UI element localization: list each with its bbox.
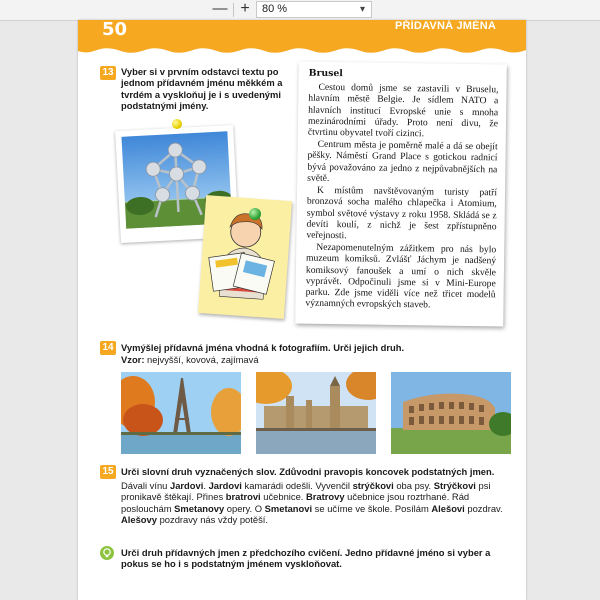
body-text: psi pronikavě štěkají. Přines [121,480,491,503]
boy-reading-illustration [198,195,292,319]
body-text: učebnice. [260,491,306,503]
zoom-select[interactable] [256,1,372,18]
zoom-out-button[interactable]: — [212,0,228,17]
lightbulb-icon [100,546,114,560]
highlighted-word: bratrovi [225,491,261,503]
sample-value: nejvyšší, kovová, zajímavá [147,354,259,365]
body-text: pozdrav. [464,502,503,514]
highlighted-word: Alešovy [121,514,157,526]
colosseum-photo [391,372,511,454]
colosseum-illustration [391,372,511,454]
card-paragraph: K místům navštěvovaným turisty patří bronzová socha malého chlapečka i Atomium, symbol světové výstavy z roku 1958. Skládá se z devíti koulí, z nichž je šest zpřístupněno veřejnosti. [306,184,498,242]
body-text: učebnice jsou roztrhané. Rád poslouchám [121,491,470,514]
body-text: pozdravy nás vždy potěší. [156,514,268,526]
card-title: Brusel [308,67,343,80]
body-text: oba psy. [393,480,434,491]
brussels-text-card [295,62,507,327]
header-band [78,20,526,46]
hint-text: Urči druh přídavných jmen z předchozího cvičení. Jedno přídavné jméno si vyber a pokus se ho i s podstatným jménem vyskloňovat. [121,547,491,570]
task-number-14: 14 [100,341,116,355]
task-15-body [121,480,513,526]
highlighted-word: Strýčkovi [433,480,476,491]
highlighted-word: Smetanovy [174,502,225,514]
task-15-instruction: Urči slovní druh vyznačených slov. Zdůvodni pravopis koncovek podstatných jmen. [121,466,495,477]
task-13-instruction: Vyber si v prvním odstavci textu po jednom přídavném jménu měkkém a tvrdém a vyskloňuj je i s uvedenými podstatnými jmény. [121,66,283,112]
viewer-toolbar [0,0,600,21]
task-14-instruction: Vymýšlej přídavná jména vhodná k fotografiím. Urči jejich druh. [121,342,405,353]
card-paragraph: Centrum města je poměrně malé a dá se obejít pěšky. Náměstí Grand Place s gotickou radnicí bývá považováno za jedno z nejpůvabnějších na světě. [307,138,498,184]
task-number-13: 13 [100,66,116,80]
body-text: opery. O [224,502,265,514]
london-parliament-photo [256,372,376,454]
card-paragraph: Cestou domů jsme se zastavili v Bruselu, hlavním městě Belgie. Je sídlem NATO a hlavních institucí Evropské unie s mnoha mezinárodními úřady. Proto není divu, že čtvrtinu obyvatel tvoří cizinci. [307,81,499,140]
comic-reader-note [198,195,292,319]
toolbar-separator [233,3,234,17]
highlighted-word: Jardovi [169,480,204,491]
highlighted-word: Bratrovy [306,491,345,503]
task-number-15: 15 [100,465,116,479]
green-pin-icon [249,208,261,220]
zoom-value: 80 % [262,3,288,15]
body-text: se učíme ve škole. Posílám [312,502,432,514]
page-number: 50 [102,20,128,40]
highlighted-word: Jardovi [208,480,242,491]
document-page [78,20,526,600]
yellow-pin-icon [172,119,182,129]
sample-label: Vzor: [121,354,145,365]
card-paragraph: Nezapomenutelným zážitkem pro nás bylo muzeum komiksů. Zvlášť Jáchym je nadšený komiksový fanoušek a umí o nich skvěle vyprávět. Odpočinuli jsme si v Mini-Europe parku. Zde jsme viděli více než třicet modelů významných evropských staveb. [305,241,497,311]
eiffel-tower-illustration [121,372,241,454]
highlighted-word: strýčkovi [352,480,394,491]
body-text: . [203,480,209,491]
eiffel-tower-photo [121,372,241,454]
chapter-title: PŘÍDAVNÁ JMÉNA [395,20,496,32]
highlighted-word: Smetanovi [264,502,313,514]
body-text: Dávali vínu [121,480,170,491]
task-14-sample [121,354,501,365]
zoom-in-button[interactable]: + [240,0,250,17]
header-wave [78,46,526,56]
chevron-down-icon: ▾ [359,4,365,15]
highlighted-word: Alešovi [431,502,465,514]
parliament-illustration [256,372,376,454]
body-text: kamarádi odešli. Vyvenčil [241,480,353,491]
